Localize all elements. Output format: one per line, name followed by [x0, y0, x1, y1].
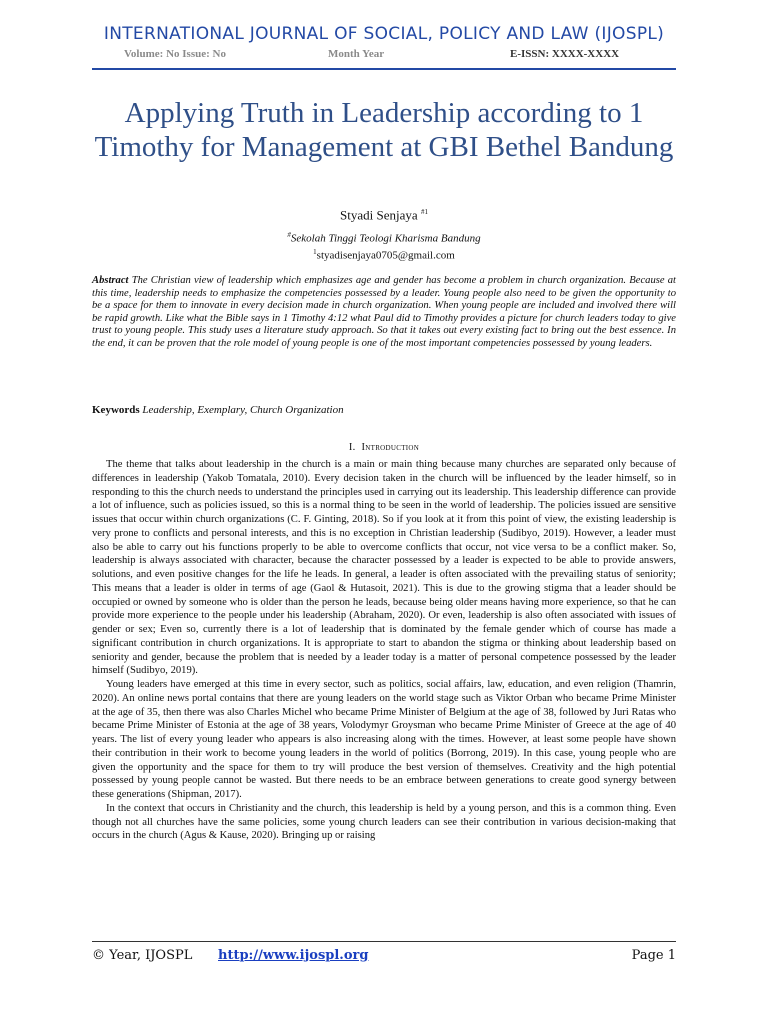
introduction-body [92, 458, 676, 930]
section-title: Introduction [361, 442, 420, 453]
journal-website-link[interactable]: http://www.ijospl.org [218, 948, 369, 963]
author-superscript: #1 [420, 208, 428, 216]
section-number: I. [348, 442, 356, 453]
month-year: Month Year [328, 48, 385, 60]
affiliation: Sekolah Tinggi Teologi Kharisma Bandung [290, 232, 481, 245]
page-number: Page 1 [631, 948, 676, 963]
paper-title: Applying Truth in Leadership according to 1 Timothy for Management at GBI Bethel Bandung [94, 97, 674, 163]
affiliation-line [92, 228, 676, 246]
issue-info [92, 48, 676, 64]
footer-copyright: © Year, IJOSPL [92, 948, 193, 963]
footer-divider [92, 941, 676, 942]
journal-name: INTERNATIONAL JOURNAL OF SOCIAL, POLICY AND LAW (IJOSPL) [103, 24, 665, 44]
author-line [92, 204, 676, 223]
author-email: styadisenjaya0705@gmail.com [316, 249, 455, 262]
volume-issue: Volume: No Issue: No [124, 48, 226, 60]
email-line [92, 245, 676, 263]
paragraph: Young leaders have emerged at this time in every sector, such as politics, social affairs, law, education, and even religion (Thamrin, 2020). An online news portal contains that there are young leaders on the world stage such as Viktor Orban who became Prime Minister at the age of 35, then there was also Charles Michel who became Prime Minister of Belgium at the age of 38, followed by Juri Ratas who became Prime Minister of Estonia at the age of 38 years, Volodymyr Groysman who became Prime Minister of Greece at the age of 40 years. The list of every young leader who appears is also increasing along with the times. However, at least some people have shown their contribution in their work to become young leaders in the world of politics (Borrong, 2019). In this case, young people who are given the opportunity and the space for them to try will produce the best version of themselves. Creativity and the high potential possessed by young people cannot be wasted. But there needs to be an embrace between generations to create good synergy between these generations (Shipman, 2017). [92, 679, 676, 800]
page-footer [92, 946, 676, 966]
abstract [92, 275, 676, 350]
keywords-text: Leadership, Exemplary, Church Organization [142, 404, 344, 416]
section-heading [92, 441, 676, 455]
paragraph: The theme that talks about leadership in the church is a main or main thing because many churches are separated only because of differences in leadership (Yakob Tomatala, 2010). Every decision taken in the church will be influenced by the leader himself, so in responding to this the church needs to understand the principles used in carrying out its leadership. This leadership difference can provide a lot of influence, such as policies issued, so this is a normal thing to be seen in the world of leadership. The policies issued are sensitive issues that occur within church organizations (C. F. Ginting, 2018). So if you look at it from this point of view, the existing leadership is very prone to conflicts and personal interests, and this is no exception in Christian leadership (Sudibyo, 2019). However, a leader must also be able to carry out his functions properly to be able to overcome conflicts that occur, not vice versa to be a conflict maker. So, leadership is always associated with character, because the character possessed by a leader is expected to be able to provide answers, solutions, and even positive changes for the life he leads. In general, a leader is often associated with the prevailing status of seniority; This means that a leader is older in terms of age (Gaol & Hutasoit, 2021). This is due to the growing stigma that a leader should be occupied or owned by someone who is older than the person he leads, because being older means having more experience, so that he can provide more experience to the people under his leadership (Abraham, 2020). Or even, leadership is also often associated with issues of gender or sex; Even so, currently there is a lot of leadership that is dominated by the female gender which of course has made a significant contribution in church organizations. It is appropriate to start to abandon the stigma or thinking about leadership based on seniority and gender, because the problem that is needed by a leader today is a matter of personal competence possessed by the leader himself (Sudibyo, 2019). [92, 459, 676, 677]
author-name: Styadi Senjaya [340, 207, 418, 223]
abstract-label: Abstract [92, 275, 129, 286]
header-divider [92, 68, 676, 70]
issn: E-ISSN: XXXX-XXXX [510, 48, 620, 60]
keywords [92, 403, 676, 417]
keywords-label: Keywords [92, 404, 140, 416]
affiliation-superscript: # [287, 231, 291, 239]
paragraph: In the context that occurs in Christianity and the church, this leadership is held by a young person, and this is a common thing. Even though not all churches have the same policies, some young church leaders can see their contribution in various decision-making that occurs in the church (Agus & Kause, 2020). Bringing up or raising [92, 802, 676, 842]
abstract-text: The Christian view of leadership which emphasizes age and gender has become a problem in church organization. Because at this time, leadership needs to emphasize the competencies possessed by a leader. Young people also need to be given the opportunity to be a space for them to innovate in every decision made in church organization. When young people are included and involved there will be rapid growth. Like what the Bible says in 1 Timothy 4:12 what Paul did to Timothy provides a picture for church leaders today to give trust to young people. This study uses a literature study approach. So that it takes out every existing fact to bring out the best essence. In the end, it can be proven that the role model of young people is one of the most important competencies possessed by young leaders. [92, 275, 676, 349]
email-superscript: 1 [313, 248, 317, 256]
